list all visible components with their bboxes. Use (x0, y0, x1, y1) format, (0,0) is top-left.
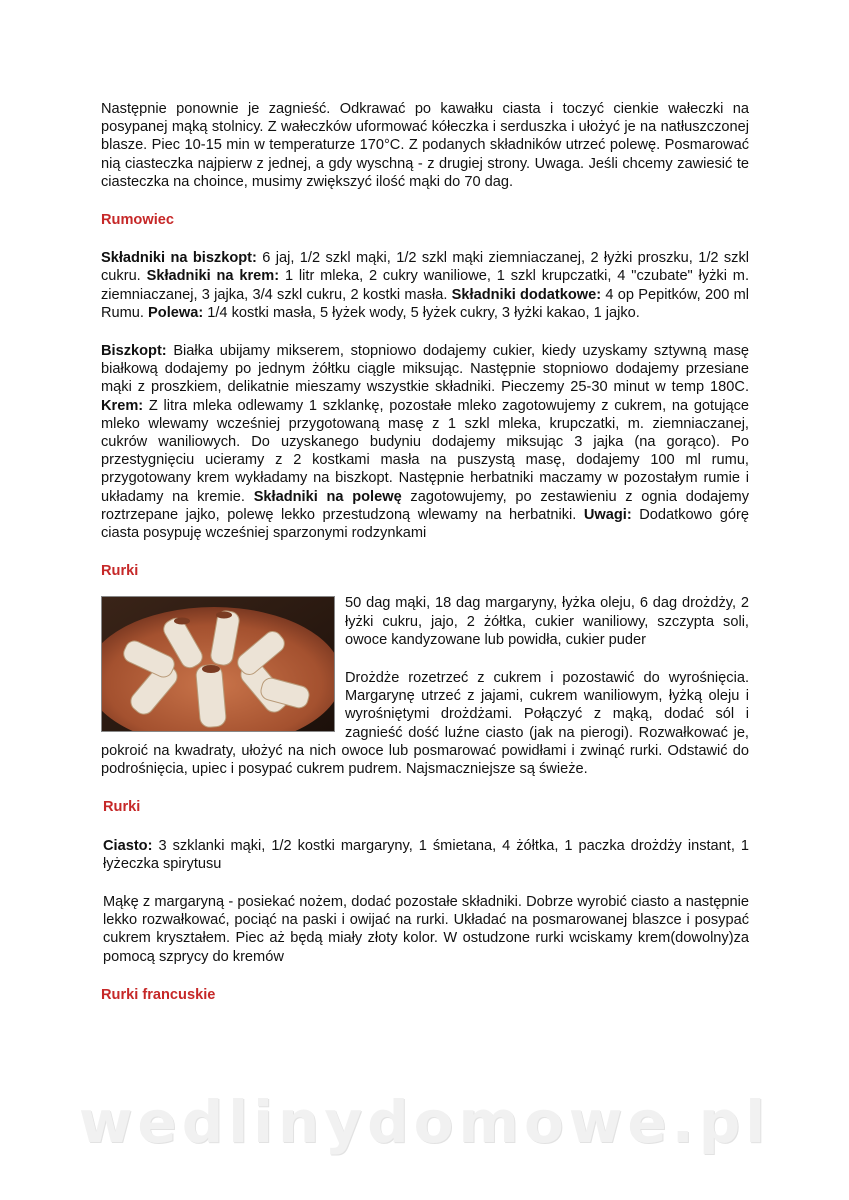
rumowiec-ingredients (101, 249, 749, 322)
recipe-title-rurki-francuskie: Rurki francuskie (101, 986, 216, 1003)
text-polewa: 1/4 kostki masła, 5 łyżek wody, 5 łyżek cukry, 3 łyżki kakao, 1 jajko. (203, 304, 640, 321)
recipe-title-rumowiec: Rumowiec (101, 212, 174, 229)
label-polewa: Polewa: (148, 304, 204, 321)
label-krem-ingredients: Składniki na krem: (146, 268, 280, 285)
rurki-method: Drożdże rozetrzeć z cukrem i pozostawić do wyrośnięcia. Margarynę utrzeć z jajami, cukrem waniliowym, łyżką oleju i wyrośniętymi drożdżami. Połączyć z mąką, dodać sól i zagnieść dość luźne ciasto (jak na pierogi). Rozwałkować je, pokroić na kwadraty, ułożyć na nich owoce lub posmarować powidłami i zwinąć rurki. Odstawić do podrośnięcia, upiec i posypać cukrem pudrem. Najsmaczniejsze są świeże. (101, 670, 749, 778)
label-polewe: Składniki na polewę (253, 488, 402, 505)
label-additional-ingredients: Składniki dodatkowe: (451, 286, 602, 303)
label-biszkopt-ingredients: Składniki na biszkopt: (101, 250, 257, 267)
label-krem: Krem: (101, 397, 144, 414)
intro-paragraph: Następnie ponownie je zagnieść. Odkrawać po kawałku ciasta i toczyć cienkie wałeczki na posypanej mąką stolnicy. Z wałeczków uformować kółeczka i serduszka i ułożyć je na natłuszczonej blasze. Piec 10-15 min w temperaturze 170°C. Z podanych składników utrzeć polewę. Posmarować nią ciasteczka najpierw z jednej, a gdy wyschną - z drugiej strony. Uwaga. Jeśli chcemy zawiesić te ciasteczka na choince, musimy zwiększyć ilość mąki do 70 dag. (101, 101, 749, 190)
text-krem: Z litra mleka odlewamy 1 szklankę, pozostałe mleko zagotowujemy z cukrem, na gotujące mleko wlewamy wcześniej przygotowaną masę z 1 szkl mleka, krupczatki, m. ziemniaczanej, cukrów waniliowych. Do uzyskanego budyniu dodajemy miksując 3 jajka (na gorąco). Po przestygnięciu ucieramy z 2 kostkami masła na puszystą masę, dodajemy 100 ml rumu, przygotowany krem wykładamy na biszkopt. Następnie herbatniki maczamy w pozostałym rumie i układamy na kremie. (101, 397, 749, 505)
document-page (101, 100, 749, 1004)
recipe-title-rurki: Rurki (101, 563, 139, 580)
rurki-section (101, 594, 749, 778)
rumowiec-method (101, 342, 749, 542)
text-uwagi: Dodatkowo górę ciasta posypuję wcześniej sparzonymi rodzynkami (101, 506, 749, 542)
text-polewe: zagotowujemy, po zestawieniu z ognia dodajemy roztrzepane jajko, polewę lekko przestudzoną wlewamy na herbatniki. (101, 488, 750, 523)
rurki-ingredients: 50 dag mąki, 18 dag margaryny, łyżka oleju, 6 dag drożdży, 2 łyżki cukru, jajo, 2 żółtka, cukier waniliowy, szczypta soli, owoce kandyzowane lub powidła, cukier puder (345, 595, 749, 648)
label-ciasto: Ciasto: (103, 837, 153, 854)
rurki2-method: Mąkę z margaryną - posiekać nożem, dodać pozostałe składniki. Dobrze wyrobić ciasto a następnie lekko rozwałkować, pociąć na paski i owijać na rurki. Układać na posmarowanej blaszce i posypać cukrem kryształem. Piec aż będą miały złoty kolor. W ostudzone rurki wciskamy krem(dowolny)za pomocą szprycy do kremów (103, 893, 749, 965)
text-additional-ingredients: 4 op Pepitków, 200 ml Rumu. (101, 286, 749, 321)
watermark: wedlinydomowe.pl (78, 1088, 771, 1156)
text-krem-ingredients: 1 litr mleka, 2 cukry waniliowe, 1 szkl krupczatki, 4 "czubate" łyżki m. ziemniaczanej, 3 jajka, 3/4 szkl cukru, 2 kostki masła. (101, 268, 749, 303)
recipe-title-rurki-2: Rurki (103, 799, 141, 816)
label-biszkopt: Biszkopt: (101, 343, 167, 360)
rurki-photo (101, 596, 335, 732)
label-uwagi: Uwagi: (583, 506, 632, 523)
text-biszkopt: Białka ubijamy mikserem, stopniowo dodajemy cukier, kiedy uzyskamy sztywną masę białkową dodajemy po jednym żółtku ciągle miksując. Następnie stopniowo dodajemy przesiane mąki z proszkiem, delikatnie mieszamy wszystkie składniki. Pieczemy 25-30 minut w temp 180C. (101, 343, 749, 396)
rurki2-ingredients (101, 837, 749, 873)
text-ciasto: 3 szklanki mąki, 1/2 kostki margaryny, 1 śmietana, 4 żółtka, 1 paczka drożdży instant, 1 łyżeczka spirytusu (103, 837, 749, 872)
rurki-photo-illustration (102, 597, 334, 731)
text-biszkopt-ingredients: 6 jaj, 1/2 szkl mąki, 1/2 szkl mąki ziemniaczanej, 2 łyżki proszku, 1/2 szkl cukru. (101, 250, 749, 285)
